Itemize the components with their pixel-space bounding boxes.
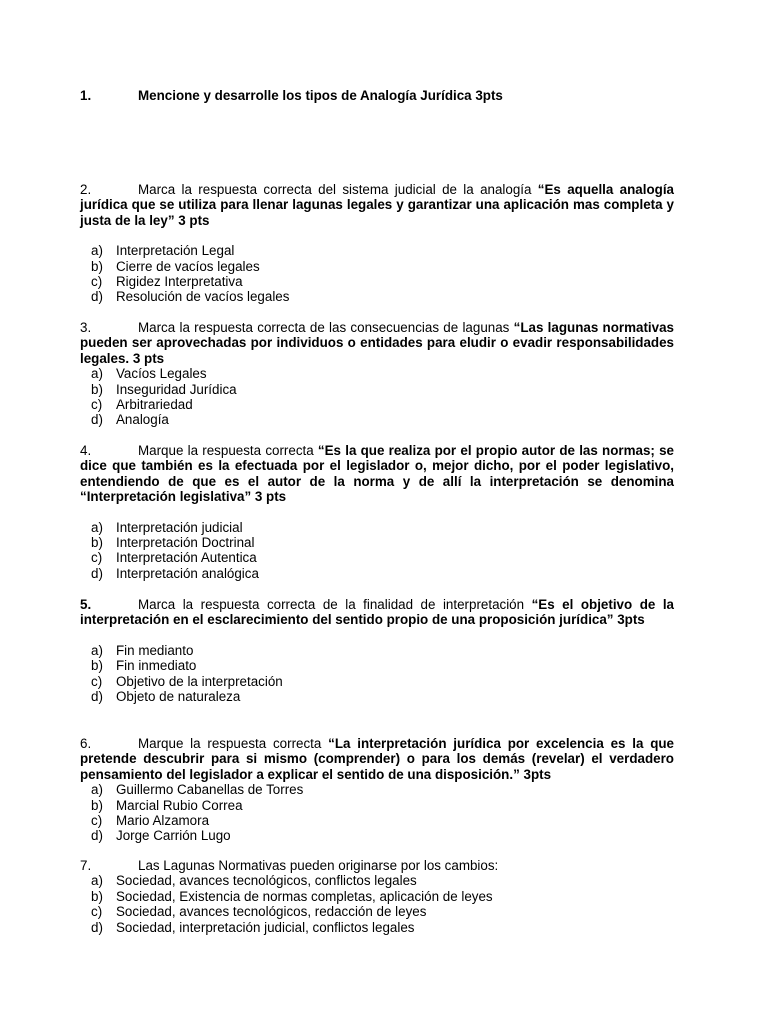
option-letter: c) <box>91 550 103 566</box>
option-letter: d) <box>91 828 103 844</box>
option-c[interactable] <box>80 813 674 828</box>
question-number: 6. <box>80 736 92 751</box>
question-number: 2. <box>80 182 92 197</box>
question-text: Mencione y desarrolle los tipos de Analogía Jurídica 3pts <box>138 88 503 103</box>
option-letter: d) <box>91 412 103 428</box>
question-lead: Las Lagunas Normativas pueden originarse por los cambios: <box>138 858 499 873</box>
option-d[interactable] <box>80 289 674 304</box>
option-c[interactable] <box>80 550 674 565</box>
option-text: Resolución de vacíos legales <box>116 289 290 305</box>
option-letter: a) <box>91 782 103 798</box>
option-a[interactable] <box>80 873 674 888</box>
option-b[interactable] <box>80 382 674 397</box>
option-letter: d) <box>91 919 103 935</box>
option-text: Objeto de naturaleza <box>116 689 241 705</box>
question-5 <box>80 597 674 704</box>
option-d[interactable] <box>80 828 674 843</box>
options-list <box>80 643 674 705</box>
question-3 <box>80 320 674 428</box>
option-text: Inseguridad Jurídica <box>116 381 237 397</box>
option-c[interactable] <box>80 274 674 289</box>
option-letter: b) <box>91 797 103 813</box>
option-letter: a) <box>91 243 103 259</box>
option-letter: b) <box>91 258 103 274</box>
option-c[interactable] <box>80 397 674 412</box>
option-letter: b) <box>91 535 103 551</box>
option-a[interactable] <box>80 782 674 797</box>
option-a[interactable] <box>80 643 674 658</box>
option-text: Jorge Carrión Lugo <box>116 828 231 844</box>
question-number: 3. <box>80 320 92 335</box>
option-letter: a) <box>91 366 103 382</box>
option-b[interactable] <box>80 535 674 550</box>
option-text: Sociedad, avances tecnológicos, redacción de leyes <box>116 904 427 920</box>
question-quote: “Es la que realiza por el propio autor de las normas; se dice que también es la efectuada por el legislador o, mejor dicho, por el poder legislativo, entendiendo de que es el autor de la norma y de allí la interpretación se denomina “Interpretación legislativa” 3 pts <box>80 443 674 505</box>
question-quote: “Es aquella analogía jurídica que se utiliza para llenar lagunas legales y garantizar una aplicación mas completa y justa de la ley” 3 pts <box>80 182 674 228</box>
question-quote: “Es el objetivo de la interpretación en el esclarecimiento del sentido propio de una proposición jurídica” 3pts <box>80 597 674 628</box>
option-letter: b) <box>91 658 103 674</box>
option-letter: c) <box>91 673 103 689</box>
question-number: 1. <box>80 88 92 103</box>
question-4 <box>80 443 674 581</box>
question-2 <box>80 182 674 305</box>
option-d[interactable] <box>80 689 674 704</box>
question-number: 5. <box>80 597 92 612</box>
option-text: Sociedad, interpretación judicial, conflictos legales <box>116 919 415 935</box>
option-a[interactable] <box>80 366 674 381</box>
option-text: Interpretación Doctrinal <box>116 535 255 551</box>
options-list <box>80 873 674 935</box>
question-lead: Marca la respuesta correcta del sistema judicial de la analogía <box>138 182 538 197</box>
option-text: Cierre de vacíos legales <box>116 258 260 274</box>
option-b[interactable] <box>80 259 674 274</box>
option-text: Interpretación Legal <box>116 243 235 259</box>
option-a[interactable] <box>80 243 674 258</box>
option-text: Sociedad, Existencia de normas completas, aplicación de leyes <box>116 888 493 904</box>
option-c[interactable] <box>80 674 674 689</box>
option-text: Mario Alzamora <box>116 813 210 829</box>
option-d[interactable] <box>80 412 674 427</box>
option-text: Fin mediantо <box>116 642 194 658</box>
options-list <box>80 366 674 428</box>
question-quote: “La interpretación jurídica por excelencia es la que pretende descubrir para si mismo (comprender) o para los demás (revelar) el verdadero pensamiento del legislador a explicar el sentido de una disposición.” 3pts <box>80 736 675 782</box>
option-c[interactable] <box>80 904 674 919</box>
option-letter: d) <box>91 289 103 305</box>
question-1 <box>80 88 674 103</box>
option-letter: c) <box>91 813 103 829</box>
option-letter: c) <box>91 904 103 920</box>
option-b[interactable] <box>80 889 674 904</box>
option-letter: c) <box>91 274 103 290</box>
option-letter: b) <box>91 888 103 904</box>
option-text: Sociedad, avances tecnológicos, conflictos legales <box>116 873 417 889</box>
question-lead: Marque la respuesta correcta <box>138 443 318 458</box>
option-letter: d) <box>91 689 103 705</box>
option-letter: a) <box>91 519 103 535</box>
option-letter: a) <box>91 642 103 658</box>
option-text: Analogía <box>116 412 169 428</box>
option-d[interactable] <box>80 920 674 935</box>
question-lead: Marca la respuesta correcta de la finalidad de interpretación <box>138 597 532 612</box>
question-quote: “Las lagunas normativas pueden ser aprovechadas por individuos o entidades para eludir o evadir responsabilidades legales. 3 pts <box>80 320 674 366</box>
option-text: Vacíos Legales <box>116 366 207 382</box>
option-letter: a) <box>91 873 103 889</box>
options-list <box>80 520 674 582</box>
option-b[interactable] <box>80 798 674 813</box>
option-text: Arbitrariedad <box>116 397 193 413</box>
question-7 <box>80 858 674 935</box>
options-list <box>80 782 674 844</box>
option-text: Interpretación Autentica <box>116 550 257 566</box>
option-letter: d) <box>91 565 103 581</box>
option-letter: b) <box>91 381 103 397</box>
option-text: Interpretación analógica <box>116 565 259 581</box>
question-lead: Marca la respuesta correcta de las consecuencias de lagunas <box>138 320 514 335</box>
option-d[interactable] <box>80 566 674 581</box>
option-text: Marcial Rubio Correa <box>116 797 243 813</box>
options-list <box>80 243 674 305</box>
option-a[interactable] <box>80 520 674 535</box>
question-number: 4. <box>80 443 92 458</box>
option-text: Objetivo de la interpretación <box>116 673 283 689</box>
option-text: Rigidez Interpretativa <box>116 274 243 290</box>
option-text: Guillermo Cabanellas de Torres <box>116 782 304 798</box>
question-6 <box>80 736 674 844</box>
option-text: Interpretación judicial <box>116 519 243 535</box>
question-lead: Marque la respuesta correcta <box>138 736 329 751</box>
option-text: Fin inmediato <box>116 658 197 674</box>
option-letter: c) <box>91 397 103 413</box>
option-b[interactable] <box>80 658 674 673</box>
question-number: 7. <box>80 858 92 873</box>
